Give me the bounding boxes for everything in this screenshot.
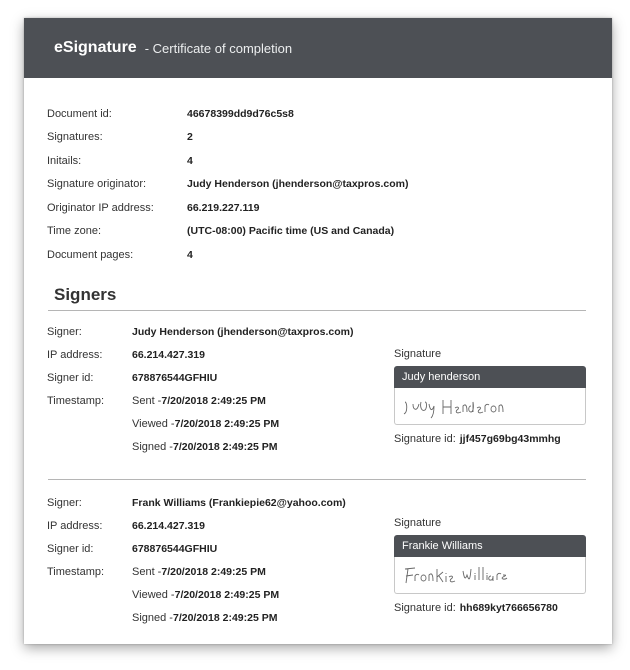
info-value: (UTC-08:00) Pacific time (US and Canada) xyxy=(187,225,395,238)
signed-value: 7/20/2018 2:49:25 PM xyxy=(172,611,278,624)
info-row xyxy=(47,220,408,244)
info-label: Document id: xyxy=(47,107,112,120)
signature-id-value: jjf457g69bg43mmhg xyxy=(459,433,561,445)
header-bar xyxy=(24,18,612,78)
signature-id xyxy=(394,433,586,445)
sent-label: Sent - xyxy=(132,565,162,578)
info-label: Signature originator: xyxy=(47,178,147,191)
info-value: 2 xyxy=(187,131,193,144)
signature-id-value: hh689kyt766656780 xyxy=(459,602,558,614)
info-row xyxy=(47,196,408,220)
signer-value: Frank Williams (Frankiepie62@yahoo.com) xyxy=(132,496,346,509)
viewed-label: Viewed - xyxy=(132,417,175,430)
ip-value: 66.214.427.319 xyxy=(132,348,205,361)
info-value: 4 xyxy=(187,154,193,167)
ip-label: IP address: xyxy=(47,519,103,532)
sent-value: 7/20/2018 2:49:25 PM xyxy=(161,394,266,407)
signed-value: 7/20/2018 2:49:25 PM xyxy=(172,440,278,453)
signed-label: Signed - xyxy=(132,440,173,453)
info-value: 4 xyxy=(187,248,193,261)
info-value: 46678399dd9d76c5s8 xyxy=(187,107,294,120)
info-label: Initails: xyxy=(47,154,82,167)
viewed-label: Viewed - xyxy=(132,588,175,601)
brand-title: eSignature xyxy=(54,39,137,56)
info-label: Originator IP address: xyxy=(47,201,154,214)
signer-block xyxy=(47,491,587,629)
sent-value: 7/20/2018 2:49:25 PM xyxy=(161,565,266,578)
signature-name: Frankie Williams xyxy=(394,535,586,557)
signature-name: Judy henderson xyxy=(394,366,586,388)
signature-image xyxy=(394,557,586,594)
signers-heading: Signers xyxy=(54,285,117,304)
viewed-value: 7/20/2018 2:49:25 PM xyxy=(174,588,280,601)
signer-id-value: 678876544GFHIU xyxy=(132,542,218,555)
divider xyxy=(48,479,586,480)
ip-value: 66.214.427.319 xyxy=(132,519,205,532)
viewed-value: 7/20/2018 2:49:25 PM xyxy=(174,417,280,430)
info-label: Signatures: xyxy=(47,131,103,144)
timestamp-label: Timestamp: xyxy=(47,565,105,578)
ip-label: IP address: xyxy=(47,348,103,361)
info-value: 66.219.227.119 xyxy=(187,201,260,214)
divider xyxy=(48,310,586,311)
certificate-card xyxy=(24,18,612,644)
signature-box xyxy=(394,348,586,445)
signer-id-value: 678876544GFHIU xyxy=(132,371,218,384)
signature-caption: Signature xyxy=(394,517,442,529)
signer-id-label: Signer id: xyxy=(47,542,94,555)
info-row xyxy=(47,173,408,197)
signer-label: Signer: xyxy=(47,496,82,509)
signer-value: Judy Henderson (jhenderson@taxpros.com) xyxy=(132,325,354,338)
signature-caption: Signature xyxy=(394,348,442,360)
info-row xyxy=(47,149,408,173)
info-row xyxy=(47,126,408,150)
info-row xyxy=(47,243,408,267)
signer-id-label: Signer id: xyxy=(47,371,94,384)
handwritten-signature xyxy=(401,561,521,589)
info-row xyxy=(47,102,408,126)
document-info xyxy=(47,102,408,267)
signer-block xyxy=(47,320,587,458)
signature-id xyxy=(394,602,586,614)
handwritten-signature xyxy=(401,392,521,420)
info-label: Time zone: xyxy=(47,225,102,238)
signature-id-label: Signature id: xyxy=(394,433,456,445)
signature-image xyxy=(394,388,586,425)
signed-label: Signed - xyxy=(132,611,173,624)
timestamp-label: Timestamp: xyxy=(47,394,105,407)
info-value: Judy Henderson (jhenderson@taxpros.com) xyxy=(187,178,409,191)
page-subtitle: - Certificate of completion xyxy=(144,40,293,56)
sent-label: Sent - xyxy=(132,394,162,407)
signature-box xyxy=(394,517,586,614)
info-label: Document pages: xyxy=(47,248,134,261)
signature-id-label: Signature id: xyxy=(394,602,456,614)
signer-label: Signer: xyxy=(47,325,82,338)
